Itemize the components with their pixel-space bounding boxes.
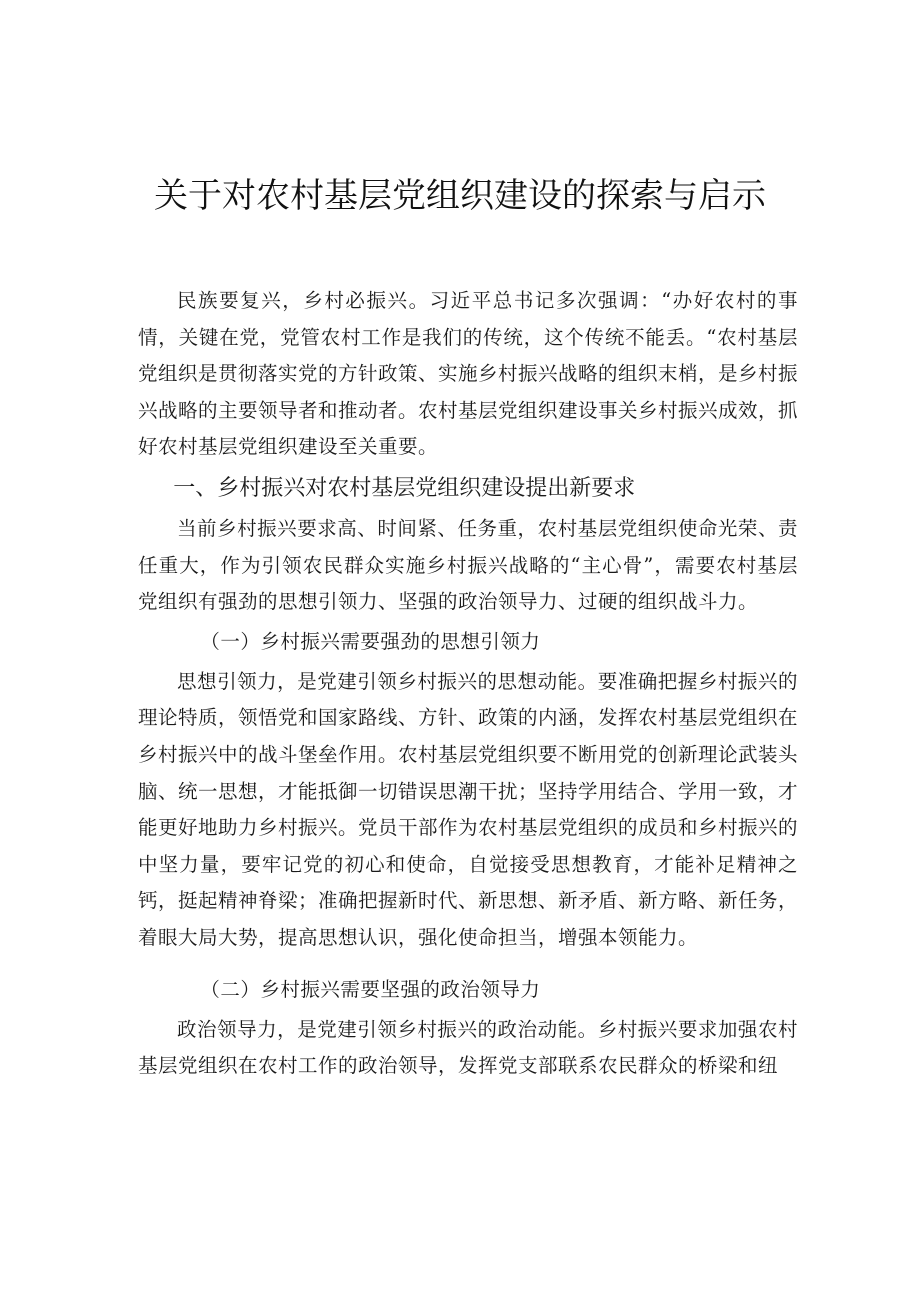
subsection-2-heading: （二）乡村振兴需要坚强的政治领导力 bbox=[200, 977, 541, 1001]
subsection-2-paragraph: 政治领导力，是党建引领乡村振兴的政治动能。乡村振兴要求加强农村基层党组织在农村工作的政治领导，发挥党支部联系农民群众的桥梁和纽 bbox=[138, 1017, 798, 1078]
section-1-paragraph: 当前乡村振兴要求高、时间紧、任务重，农村基层党组织使命光荣、责任重大，作为引领农民群众实施乡村振兴战略的“主心骨”，需要农村基层党组织有强劲的思想引领力、坚强的政治领导力、过硬的组织战斗力。 bbox=[138, 516, 798, 614]
section-1-heading: 一、乡村振兴对农村基层党组织建设提出新要求 bbox=[173, 475, 636, 501]
spacer bbox=[138, 957, 798, 969]
document-title: 关于对农村基层党组织建设的探索与启示 bbox=[154, 176, 766, 216]
document-body bbox=[138, 283, 798, 1085]
subsection-1-paragraph: 思想引领力，是党建引领乡村振兴的思想动能。要准确把握乡村振兴的理论特质，领悟党和国家路线、方针、政策的内涵，发挥农村基层党组织在乡村振兴中的战斗堡垒作用。农村基层党组织要不断用党的创新理论武装头脑、统一思想，才能抵御一切错误思潮干扰；坚持学用结合、学用一致，才能更好地助力乡村振兴。党员干部作为农村基层党组织的成员和乡村振兴的中坚力量，要牢记党的初心和使命，自觉接受思想教育，才能补足精神之钙，挺起精神脊梁；准确把握新时代、新思想、新矛盾、新方略、新任务，着眼大局大势，提高思想认识，强化使命担当，增强本领能力。 bbox=[138, 669, 799, 949]
intro-paragraph: 民族要复兴，乡村必振兴。习近平总书记多次强调：“办好农村的事情，关键在党，党管农村工作是我们的传统，这个传统不能丢。“农村基层党组织是贯彻落实党的方针政策、实施乡村振兴战略的组织末梢，是乡村振兴战略的主要领导者和推动者。农村基层党组织建设事关乡村振兴成效，抓好农村基层党组织建设至关重要。 bbox=[138, 289, 799, 459]
subsection-1-heading: （一）乡村振兴需要强劲的思想引领力 bbox=[200, 629, 541, 653]
